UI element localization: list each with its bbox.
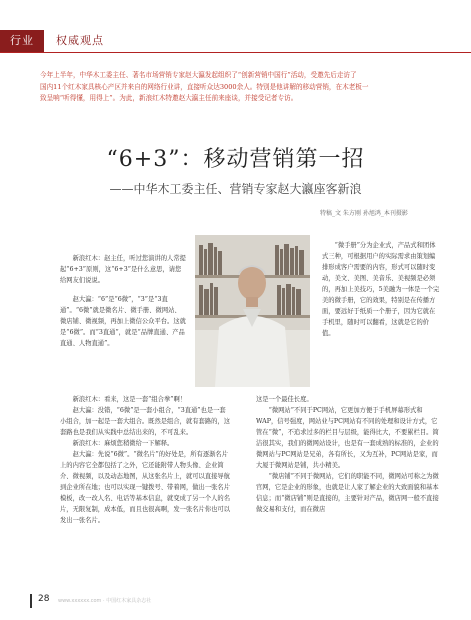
article-subtitle: ——中华木工委主任、营销专家赵大瀛座客新浪 (109, 182, 362, 196)
paragraph: 这是一个最佳长度。 (256, 396, 313, 403)
byline: 特稿_文 朱方刚 孙旭鸿_本刊摄影 (320, 210, 408, 217)
header-rule (0, 52, 471, 53)
paragraph: 新浪红木：麻烦您稍微给一下解释。 (72, 440, 174, 447)
column-left-bottom (60, 394, 230, 526)
page-number: 28 (38, 594, 50, 604)
paragraph: “微网站”不同于PC网站，它更加方便于手机屏幕形式和WAP，信号强度，网站业与PC网站有不同的处理和设计方式，它管在“微”，不追求过多的栏目与层级，能得比大，不要累栏目。简洁很其实，我们的微网站设计，也是有一套成熟的标准的，企业的微网站与PC网站是兄弟，各有所长，又为互补，PC网站是家，而大厦于微网站是铺，共小精美。 (256, 407, 439, 469)
column-right-top (322, 240, 440, 339)
intro-line: 致呈响“听得懂，用得上”。为此，新浪红木特邀赵大瀛主任前来座谈，并接受记者专访。 (40, 94, 298, 102)
paragraph: “微店铺”不同于微网站，它们的职能不同，微网站可称之为微官网，它是企业的形象，也就是让人家了解企业的大致面貌和基本信息；而“微店铺”则是直接的，主要针对产品，微店网一般不直接做交易和支付，而在微店 (256, 473, 439, 513)
portrait-photo (195, 235, 310, 387)
article-title: “6+3”：移动营销第一招 (106, 147, 365, 172)
paragraph: 新浪红木：赵主任，听过您演讲的人常提起“6+3”原则，这“6+3”是什么意思，请您给网友们说说。 (60, 255, 186, 284)
paragraph: 赵大瀛：先说“6微”。“微名片”的好处是，所有逐渐名片上的内容它全都包括了之外，它还能附带人物头像、企业简介、微视频，以及动态地图，从这张名片上，就可以直接导航到企业所在地；也可以实现一键拨号、带着网，做出一张名片模板，改一改人名、电话等基本信息，就变成了另一个人的名片，无限复制，成本低，而且也很高啊，发一张名片你也可以发出一张名片。 (60, 451, 231, 524)
paragraph: “微手册”分为企业式，产品式和团体式三种，可根据用户的实际需求由策划编排形成客户需要的内容，形式可以随时变动，美文、美图、美音乐、美视频是必须的，再加上美技巧，5美融为一体是一个完美的微手册，它的效果，特别是在传播方面，要远好于纸质一个册子，因为它就在手机里，随时可以翻看，这就是它的价值。 (322, 242, 440, 337)
page-footer (30, 594, 450, 608)
paragraph: 赵大瀛：“6”是“6微”，“3”是“3直通”。“6微”就是微名片、微手册、微网站、微店铺、微视频，再加上微信公众平台。这就是“6微”。而“3直通”，就是“品牌直通、产品直通、人物直通”。 (60, 296, 186, 347)
paragraph: 新浪红木：看来，这是一套“组合拳”啊！ (72, 396, 187, 403)
intro-paragraph (40, 70, 440, 105)
intro-line: 今年上半年，中华木工委主任、著名市场营销专家赵大瀛发起组织了“创新营销中国行”活动，受邀先后走访了 (40, 71, 357, 79)
column-right-bottom (256, 394, 440, 515)
page-header (0, 0, 471, 64)
column-left-top (60, 253, 186, 349)
section-label: 权威观点 (56, 34, 104, 47)
footer-url: www.xxxxxx.com · 中国红木家具杂志社 (58, 598, 152, 604)
intro-line: 国内11个红木家具核心产区并来自的网络行业讲，直接听众达3000余人。特别是他讲解的移动营销，在木老板一 (40, 82, 369, 91)
portrait-illustration (195, 235, 310, 387)
paragraph: 赵大瀛：没错，“6微”是一套小组合，“3直通”也是一套小组合，加一起是一套大组合。既然是组合，就有套路的，这套路也是我们从实践中总结出来的，不可乱来。 (60, 407, 231, 436)
footer-bar (30, 594, 32, 608)
category-tab: 行业 (0, 30, 44, 52)
